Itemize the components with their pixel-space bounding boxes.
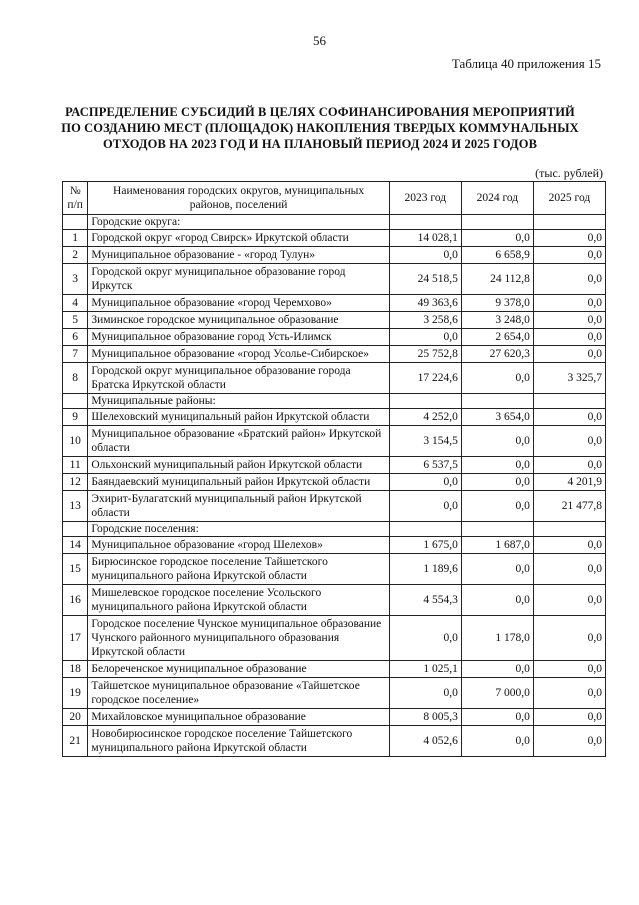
- cell-2025: 0,0: [533, 426, 605, 457]
- cell-number: [63, 394, 88, 409]
- cell-2025: 0,0: [533, 585, 605, 616]
- table-body: [63, 215, 606, 757]
- cell-2025: 0,0: [533, 554, 605, 585]
- table-group-row: [63, 522, 606, 537]
- cell-2025: 0,0: [533, 295, 605, 312]
- group-label: Муниципальные районы:: [88, 394, 389, 409]
- table-row: [63, 709, 606, 726]
- cell-2025: 0,0: [533, 247, 605, 264]
- cell-2024: 0,0: [461, 709, 533, 726]
- cell-number: 8: [63, 363, 88, 394]
- cell-2025: 0,0: [533, 264, 605, 295]
- document-title: [40, 104, 600, 152]
- table-row: [63, 312, 606, 329]
- table-row: [63, 585, 606, 616]
- cell-2025: 0,0: [533, 709, 605, 726]
- cell-2024: 24 112,8: [461, 264, 533, 295]
- cell-2024: 0,0: [461, 491, 533, 522]
- table-row: [63, 616, 606, 661]
- group-label: Городские округа:: [88, 215, 389, 230]
- cell-number: 6: [63, 329, 88, 346]
- table-row: [63, 554, 606, 585]
- cell-name: Белореченское муниципальное образование: [88, 661, 389, 678]
- cell-name: Городской округ «город Свирск» Иркутской области: [88, 230, 389, 247]
- cell-2025: 0,0: [533, 346, 605, 363]
- cell-empty: [533, 394, 605, 409]
- cell-2024: 3 654,0: [461, 409, 533, 426]
- table-row: [63, 426, 606, 457]
- cell-2024: 0,0: [461, 726, 533, 757]
- table-row: [63, 678, 606, 709]
- cell-2023: 0,0: [389, 678, 461, 709]
- table-row: [63, 363, 606, 394]
- cell-2024: 3 248,0: [461, 312, 533, 329]
- page-number: 56: [313, 33, 326, 48]
- table-row: [63, 457, 606, 474]
- cell-2025: 21 477,8: [533, 491, 605, 522]
- cell-name: Шелеховский муниципальный район Иркутской области: [88, 409, 389, 426]
- header-2023: 2023 год: [389, 182, 461, 215]
- cell-number: 3: [63, 264, 88, 295]
- cell-name: Муниципальное образование - «город Тулун»: [88, 247, 389, 264]
- table-row: [63, 230, 606, 247]
- cell-2025: 0,0: [533, 726, 605, 757]
- cell-number: 7: [63, 346, 88, 363]
- table-row: [63, 295, 606, 312]
- cell-number: 11: [63, 457, 88, 474]
- cell-empty: [461, 522, 533, 537]
- cell-2023: 25 752,8: [389, 346, 461, 363]
- cell-number: [63, 522, 88, 537]
- cell-2023: 0,0: [389, 329, 461, 346]
- cell-name: Муниципальное образование «город Усолье-Сибирское»: [88, 346, 389, 363]
- cell-2025: 0,0: [533, 616, 605, 661]
- table-row: [63, 264, 606, 295]
- cell-2025: 0,0: [533, 457, 605, 474]
- cell-empty: [389, 522, 461, 537]
- table-reference: Таблица 40 приложения 15: [451, 56, 601, 71]
- cell-number: 1: [63, 230, 88, 247]
- cell-2025: 0,0: [533, 230, 605, 247]
- table-row: [63, 491, 606, 522]
- cell-empty: [389, 215, 461, 230]
- cell-2023: 1 189,6: [389, 554, 461, 585]
- table-row: [63, 346, 606, 363]
- cell-name: Зиминское городское муниципальное образование: [88, 312, 389, 329]
- cell-name: Эхирит-Булагатский муниципальный район Иркутской области: [88, 491, 389, 522]
- cell-2023: 8 005,3: [389, 709, 461, 726]
- units-label: (тыс. рублей): [535, 166, 603, 180]
- cell-2023: 4 252,0: [389, 409, 461, 426]
- cell-name: Муниципальное образование «город Черемхово»: [88, 295, 389, 312]
- cell-2024: 27 620,3: [461, 346, 533, 363]
- cell-name: Тайшетское муниципальное образование «Тайшетское городское поселение»: [88, 678, 389, 709]
- cell-2023: 17 224,6: [389, 363, 461, 394]
- cell-2025: 0,0: [533, 312, 605, 329]
- header-number: [63, 182, 88, 215]
- cell-name: Мишелевское городское поселение Усольского муниципального района Иркутской области: [88, 585, 389, 616]
- table-group-row: [63, 394, 606, 409]
- cell-2024: 1 178,0: [461, 616, 533, 661]
- cell-2023: 49 363,6: [389, 295, 461, 312]
- table-row: [63, 537, 606, 554]
- cell-name: Новобирюсинское городское поселение Тайшетского муниципального района Иркутской области: [88, 726, 389, 757]
- cell-number: 18: [63, 661, 88, 678]
- cell-empty: [461, 215, 533, 230]
- cell-2023: 6 537,5: [389, 457, 461, 474]
- cell-2025: 0,0: [533, 329, 605, 346]
- cell-2025: 3 325,7: [533, 363, 605, 394]
- cell-number: 12: [63, 474, 88, 491]
- table-row: [63, 474, 606, 491]
- cell-empty: [533, 215, 605, 230]
- cell-2024: 0,0: [461, 661, 533, 678]
- cell-number: 2: [63, 247, 88, 264]
- cell-number: 14: [63, 537, 88, 554]
- cell-2023: 4 554,3: [389, 585, 461, 616]
- cell-number: 13: [63, 491, 88, 522]
- cell-2024: 1 687,0: [461, 537, 533, 554]
- cell-2024: 0,0: [461, 474, 533, 491]
- cell-2023: 0,0: [389, 474, 461, 491]
- cell-name: Муниципальное образование «город Шелехов»: [88, 537, 389, 554]
- cell-2023: 0,0: [389, 247, 461, 264]
- cell-name: Городское поселение Чунское муниципальное образование Чунского районного муниципального образования Иркутской области: [88, 616, 389, 661]
- cell-2023: 1 675,0: [389, 537, 461, 554]
- cell-name: Муниципальное образование «Братский район» Иркутской области: [88, 426, 389, 457]
- cell-2024: 0,0: [461, 585, 533, 616]
- cell-2023: 24 518,5: [389, 264, 461, 295]
- cell-empty: [533, 522, 605, 537]
- title-line: ПО СОЗДАНИЮ МЕСТ (ПЛОЩАДОК) НАКОПЛЕНИЯ ТВЕРДЫХ КОММУНАЛЬНЫХ: [61, 121, 579, 135]
- header-number-line: п/п: [67, 199, 83, 211]
- cell-name: Баяндаевский муниципальный район Иркутской области: [88, 474, 389, 491]
- cell-number: 21: [63, 726, 88, 757]
- cell-2023: 0,0: [389, 616, 461, 661]
- cell-2024: 0,0: [461, 426, 533, 457]
- cell-name: Городской округ муниципальное образование город Иркутск: [88, 264, 389, 295]
- cell-2025: 0,0: [533, 661, 605, 678]
- cell-2024: 6 658,9: [461, 247, 533, 264]
- cell-2023: 3 258,6: [389, 312, 461, 329]
- cell-2024: 7 000,0: [461, 678, 533, 709]
- table-row: [63, 661, 606, 678]
- cell-name: Бирюсинское городское поселение Тайшетского муниципального района Иркутской области: [88, 554, 389, 585]
- cell-2023: 14 028,1: [389, 230, 461, 247]
- cell-number: 15: [63, 554, 88, 585]
- header-name: Наименования городских округов, муниципальных районов, поселений: [88, 182, 389, 215]
- cell-number: 20: [63, 709, 88, 726]
- cell-2024: 0,0: [461, 230, 533, 247]
- table-row: [63, 247, 606, 264]
- group-label: Городские поселения:: [88, 522, 389, 537]
- cell-empty: [389, 394, 461, 409]
- cell-2024: 2 654,0: [461, 329, 533, 346]
- cell-2025: 0,0: [533, 678, 605, 709]
- cell-2024: 0,0: [461, 363, 533, 394]
- cell-2024: 9 378,0: [461, 295, 533, 312]
- cell-2023: 4 052,6: [389, 726, 461, 757]
- cell-number: [63, 215, 88, 230]
- cell-name: Ольхонский муниципальный район Иркутской области: [88, 457, 389, 474]
- cell-2023: 1 025,1: [389, 661, 461, 678]
- cell-name: Городской округ муниципальное образование города Братска Иркутской области: [88, 363, 389, 394]
- cell-number: 4: [63, 295, 88, 312]
- header-2024: 2024 год: [461, 182, 533, 215]
- cell-number: 17: [63, 616, 88, 661]
- cell-name: Муниципальное образование город Усть-Илимск: [88, 329, 389, 346]
- cell-2025: 0,0: [533, 537, 605, 554]
- cell-2023: 3 154,5: [389, 426, 461, 457]
- table-group-row: [63, 215, 606, 230]
- cell-2025: 4 201,9: [533, 474, 605, 491]
- cell-2024: 0,0: [461, 457, 533, 474]
- subsidy-table: [62, 181, 606, 757]
- cell-name: Михайловское муниципальное образование: [88, 709, 389, 726]
- table-row: [63, 329, 606, 346]
- title-line: РАСПРЕДЕЛЕНИЕ СУБСИДИЙ В ЦЕЛЯХ СОФИНАНСИРОВАНИЯ МЕРОПРИЯТИЙ: [65, 105, 575, 119]
- header-number-line: №: [69, 185, 81, 197]
- cell-2025: 0,0: [533, 409, 605, 426]
- table-row: [63, 409, 606, 426]
- cell-number: 9: [63, 409, 88, 426]
- cell-number: 16: [63, 585, 88, 616]
- table-header-row: [63, 182, 606, 215]
- cell-number: 5: [63, 312, 88, 329]
- cell-2024: 0,0: [461, 554, 533, 585]
- cell-empty: [461, 394, 533, 409]
- cell-number: 19: [63, 678, 88, 709]
- cell-number: 10: [63, 426, 88, 457]
- header-2025: 2025 год: [533, 182, 605, 215]
- cell-2023: 0,0: [389, 491, 461, 522]
- title-line: ОТХОДОВ НА 2023 ГОД И НА ПЛАНОВЫЙ ПЕРИОД 2024 И 2025 ГОДОВ: [102, 137, 538, 151]
- table-row: [63, 726, 606, 757]
